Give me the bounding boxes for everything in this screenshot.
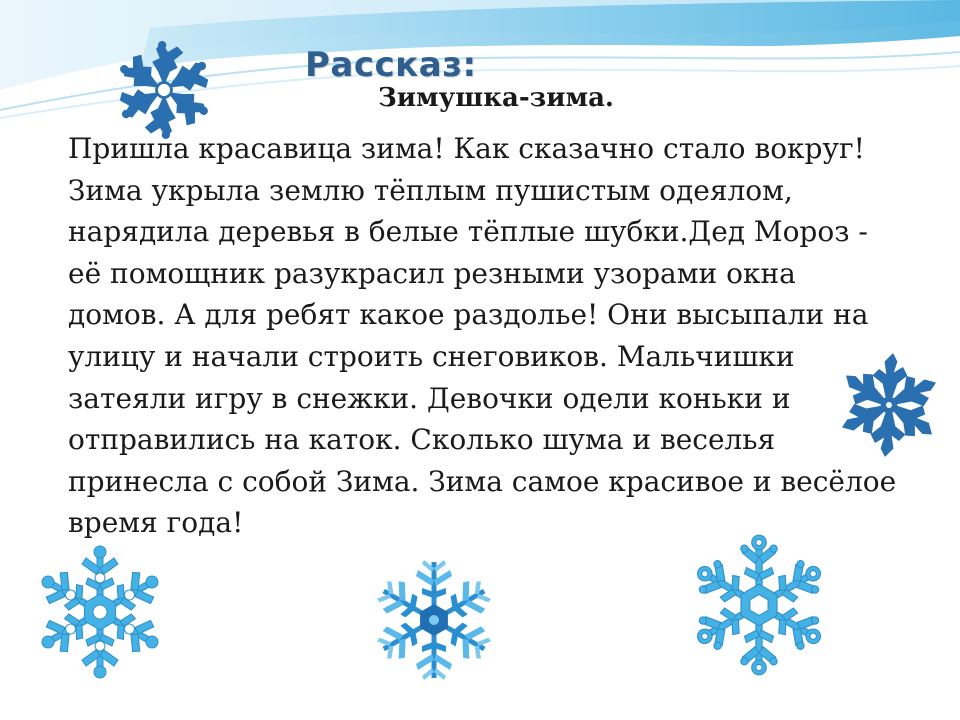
snowflake-icon xyxy=(368,554,500,686)
story-text xyxy=(68,128,948,544)
story-line: домов. А для ребят какое раздолье! Они высыпали на xyxy=(68,298,869,332)
story-line: нарядила деревья в белые тёплые шубки.Дед Мороз - xyxy=(68,215,868,249)
story-subtitle: Зимушка-зима. xyxy=(378,83,614,113)
snowflake-icon xyxy=(686,532,832,678)
slide-title: Рассказ: xyxy=(305,45,477,85)
story-line: отправились на каток. Сколько шума и веселья xyxy=(68,423,776,457)
story-line: её помощник разукрасил резными узорами окна xyxy=(68,256,796,290)
snowflake-icon xyxy=(30,542,170,682)
story-line: время года! xyxy=(68,506,244,540)
story-line: Зима укрыла землю тёплым пушистым одеялом, xyxy=(68,173,793,207)
story-line: улицу и начали строить снеговиков. Мальчишки xyxy=(68,339,795,373)
story-line: Пришла красавица зима! Как сказачно стало вокруг! xyxy=(68,132,865,165)
story-line: затеяли игру в снежки. Девочки одели коньки и xyxy=(68,381,791,415)
story-line: принесла с собой Зима. Зима самое красивое и весёлое xyxy=(68,464,897,498)
